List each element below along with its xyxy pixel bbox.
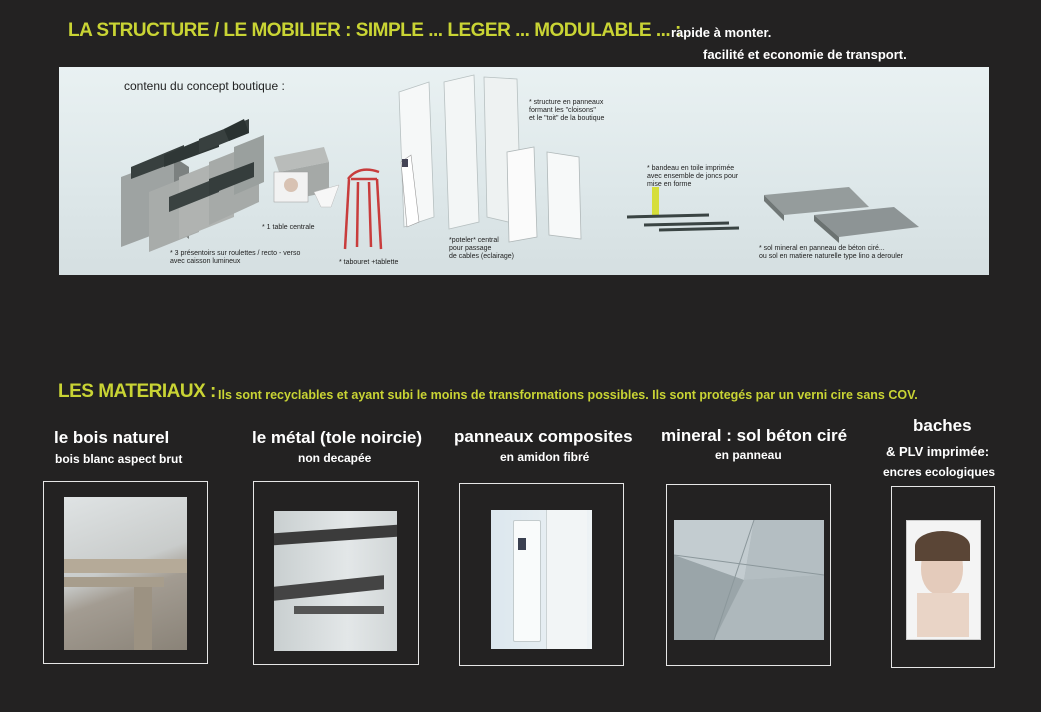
bandeau-illustration [627,187,739,230]
material-title-composites: panneaux composites [454,427,633,446]
composite-photo [491,510,592,649]
material-frame-baches [891,486,995,668]
material-title-bois: le bois naturel [54,428,170,447]
caption-poteler: *poteler* central pour passage de cables (eclairage) [449,237,514,260]
caption-sol: * sol mineral en panneau de béton ciré... ou sol en matiere naturelle type lino a derouler [759,245,903,260]
baches-photo [906,520,981,640]
caption-presentoirs: * 3 présentoirs sur roulettes / recto - verso avec caisson lumineux [170,250,301,265]
presentoirs-illustration [121,119,264,252]
material-subtitle-metal: non decapée [298,451,372,465]
material-frame-bois [43,481,208,664]
materials-description: Ils sont recyclables et ayant subi le moins de transformations possibles. Ils sont protegés par un verni cire sans COV. [218,388,918,402]
caption-bandeau: * bandeau en toile imprimée avec ensemble de joncs pour mise en forme [647,165,739,188]
material-frame-composites [459,483,624,666]
material-subtitle-bois: bois blanc aspect brut [55,452,183,466]
material-frame-mineral [666,484,831,666]
subtitle-line-1: rapide à monter. [671,25,772,40]
caption-table: * 1 table centrale [262,224,315,231]
material-subtitle-mineral: en panneau [715,448,782,462]
material-frame-metal [253,481,419,665]
caption-tabouret: * tabouret +tablette [339,259,399,266]
material-subtitle2-baches: encres ecologiques [883,465,996,479]
wood-photo [64,497,187,650]
table-illustration [274,147,339,207]
material-subtitle-composites: en amidon fibré [500,450,590,464]
sol-illustration [764,187,919,243]
mineral-photo [674,520,824,640]
concept-title: contenu du concept boutique : [124,79,285,93]
caption-structure: * structure en panneaux formant les "cloisons" et le "toit" de la boutique [529,99,605,122]
subtitle-line-2: facilité et economie de transport. [703,47,907,62]
concept-panel [59,67,989,275]
material-title-baches: baches [913,416,972,435]
metal-photo [274,511,397,651]
material-title-metal: le métal (tole noircie) [252,428,423,447]
materials-title: LES MATERIAUX : [58,381,216,402]
material-subtitle-baches: & PLV imprimée: [886,444,990,459]
material-title-mineral: mineral : sol béton ciré [661,426,848,445]
tabouret-illustration [345,170,381,249]
page-title: LA STRUCTURE / LE MOBILIER : SIMPLE ... LEGER ... MODULABLE ... : [68,20,681,41]
concept-illustration [59,67,989,275]
